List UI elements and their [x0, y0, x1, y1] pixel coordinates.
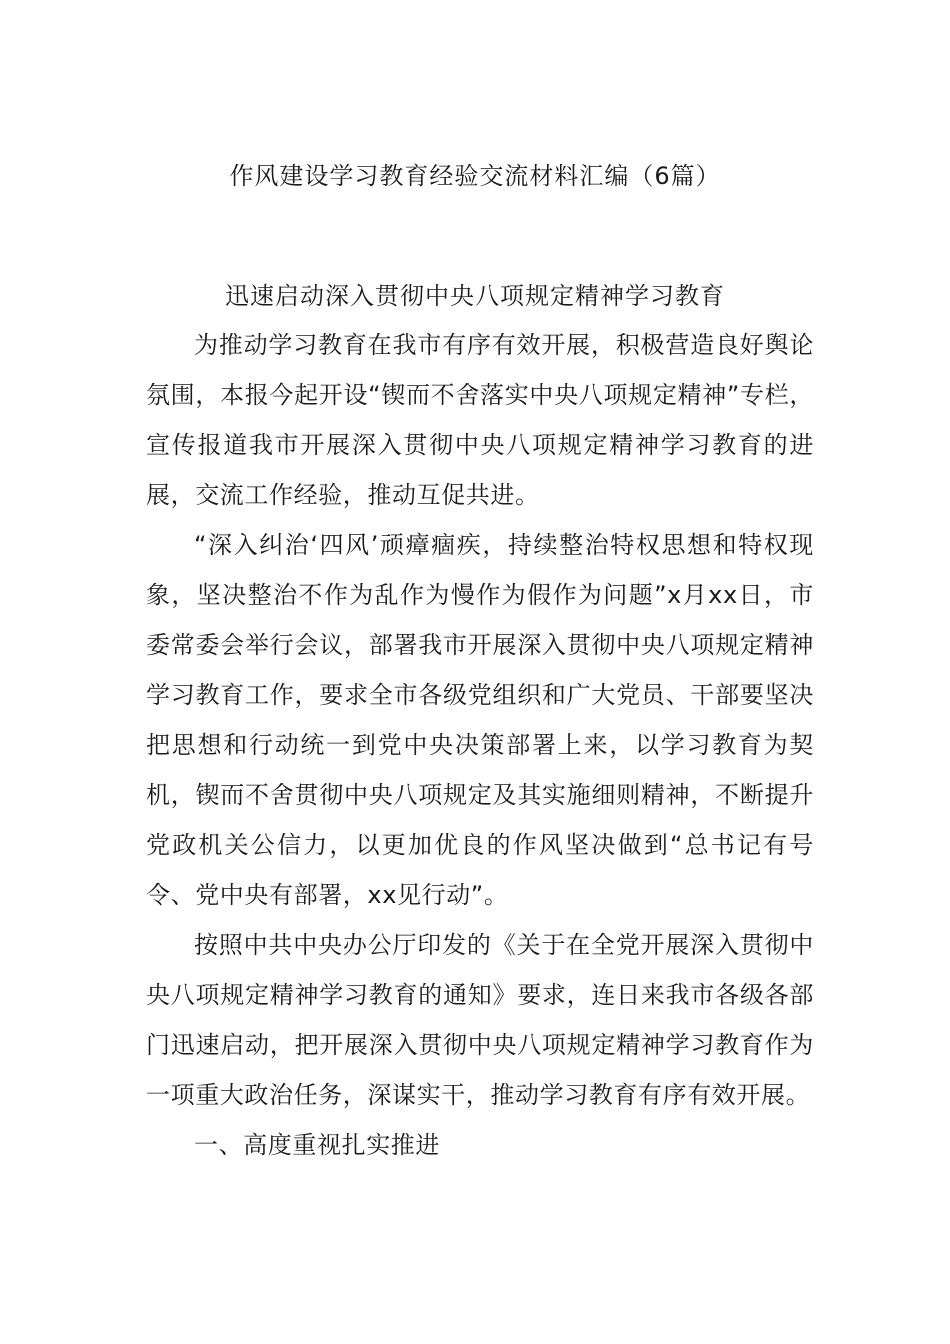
paragraph-2: “深入纠治‘四风’顽瘴痼疾，持续整治特权思想和特权现象，坚决整治不作为乱作为慢作为假作为问题”x月xx日，市委常委会举行会议，部署我市开展深入贯彻中央八项规定精神学习教育工作，要求全市各级党组织和广大党员、干部要坚决把思想和行动统一到党中央决策部署上来，以学习教育为契机，锲而不舍贯彻中央八项规定及其实施细则精神，不断提升党政机关公信力，以更加优良的作风坚决做到“总书记有号令、党中央有部署，xx见行动”。	[146, 531, 814, 909]
paragraph-1: 为推动学习教育在我市有序有效开展，积极营造良好舆论氛围，本报今起开设“锲而不舍落实中央八项规定精神”专栏，宣传报道我市开展深入贯彻中央八项规定精神学习教育的进展，交流工作经验，推动互促共进。	[146, 331, 814, 509]
section-heading: 一、高度重视扎实推进	[194, 1131, 440, 1159]
paragraph-3: 按照中共中央办公厅印发的《关于在全党开展深入贯彻中央八项规定精神学习教育的通知》要求，连日来我市各级各部门迅速启动，把开展深入贯彻中央八项规定精神学习教育作为一项重大政治任务，深谋实干，推动学习教育有序有效开展。	[146, 931, 814, 1109]
article-title: 迅速启动深入贯彻中央八项规定精神学习教育	[225, 282, 725, 310]
article-body	[146, 320, 814, 1170]
document-title: 作风建设学习教育经验交流材料汇编（6篇）	[229, 162, 721, 190]
